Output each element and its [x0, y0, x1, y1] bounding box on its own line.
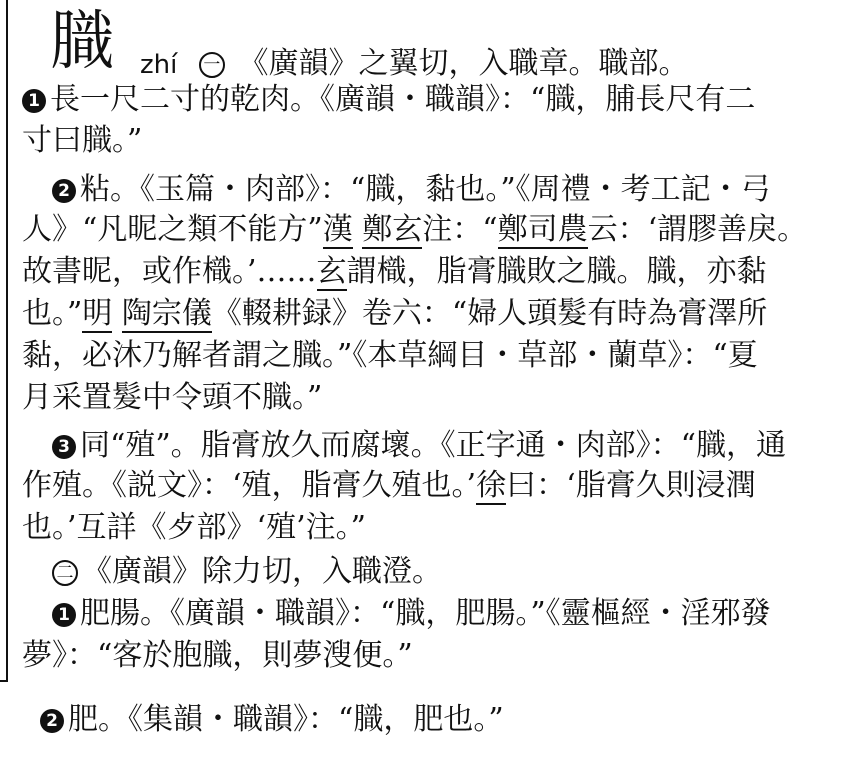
line-text: 月采置髮中令頭不膱。” [22, 380, 323, 415]
line-text: 謂樴，脂膏膱敗之膱。膱，亦黏 [346, 254, 767, 289]
definition-number: 1 [22, 89, 46, 113]
line-l2 [22, 121, 142, 161]
line-l10 [22, 466, 756, 506]
person-name: 鄭玄 [362, 212, 423, 247]
line-l11 [22, 508, 366, 548]
line-text: 夢》：“客於胞膱，則夢溲便。” [22, 638, 413, 673]
line-text [112, 296, 122, 331]
person-name: 玄 [316, 254, 347, 289]
line-l7 [22, 336, 758, 376]
line-text: 曰：‘脂膏久則浸潤 [506, 468, 756, 503]
headword: 膱 [50, 5, 114, 79]
line-l9 [22, 426, 786, 466]
line-l6 [22, 294, 767, 334]
margin-rule-foot [0, 680, 8, 682]
pinyin: zhí [140, 50, 178, 80]
person-name: 徐 [476, 468, 507, 503]
person-name: 鄭司農 [497, 212, 588, 247]
definition-number: 1 [52, 603, 76, 627]
pronunciation-text: 《廣韻》之翼切，入職章。職部。 [238, 46, 689, 81]
line-text: 故書昵，或作樴。’…… [22, 254, 317, 289]
line-l12 [22, 552, 442, 592]
line-text: 《廣韻》除力切，入職澄。 [82, 554, 442, 589]
left-margin-rule [6, 0, 8, 682]
line-text: 長一尺二寸的乾肉。《廣韻・職韻》：“膱，脯長尺有二 [50, 82, 756, 117]
line-text: 也。’互詳《歺部》‘殖’注。” [22, 510, 366, 545]
line-text [353, 212, 363, 247]
definition-number: 2 [52, 179, 76, 203]
line-text: 注：“ [422, 212, 498, 247]
line-text: 粘。《玉篇・肉部》：“膱，黏也。”《周禮・考工記・弓 [80, 172, 771, 207]
person-name: 明 [82, 296, 113, 331]
line-l13 [22, 594, 771, 634]
line-l3 [22, 170, 771, 210]
person-name: 陶宗儀 [121, 296, 212, 331]
line-text: 黏，必沐乃解者謂之膱。”《本草綱目・草部・蘭草》：“夏 [22, 338, 758, 373]
sense-one-marker: 一 [199, 52, 225, 78]
line-text: 《輟耕録》卷六：“婦人頭髮有時為膏澤所 [211, 296, 768, 331]
person-name: 漢 [322, 212, 353, 247]
line-l15 [40, 700, 504, 740]
line-l8 [22, 378, 322, 418]
line-text: 寸曰膱。” [22, 123, 143, 158]
line-text: 肥。《集韻・職韻》：“膱，肥也。” [68, 702, 504, 737]
line-l1 [22, 80, 755, 120]
line-text: 作殖。《説文》：‘殖，脂膏久殖也。’ [22, 468, 477, 503]
line-l14 [22, 636, 413, 676]
line-text: 同“殖”。脂膏放久而腐壞。《正字通・肉部》：“膱，通 [80, 428, 787, 463]
line-l4 [22, 210, 807, 250]
line-text: 也。” [22, 296, 83, 331]
pronunciation-line-one [140, 44, 688, 85]
line-text: 肥腸。《廣韻・職韻》：“膱，肥腸。”《靈樞經・淫邪發 [80, 596, 771, 631]
definition-number: 2 [40, 709, 64, 733]
line-l5 [22, 252, 767, 292]
definition-number: 3 [52, 435, 76, 459]
sense-two-marker: 二 [52, 560, 78, 586]
line-text: 人》“凡昵之類不能方” [22, 212, 323, 247]
line-text: 云：‘謂膠善戾。 [587, 212, 808, 247]
